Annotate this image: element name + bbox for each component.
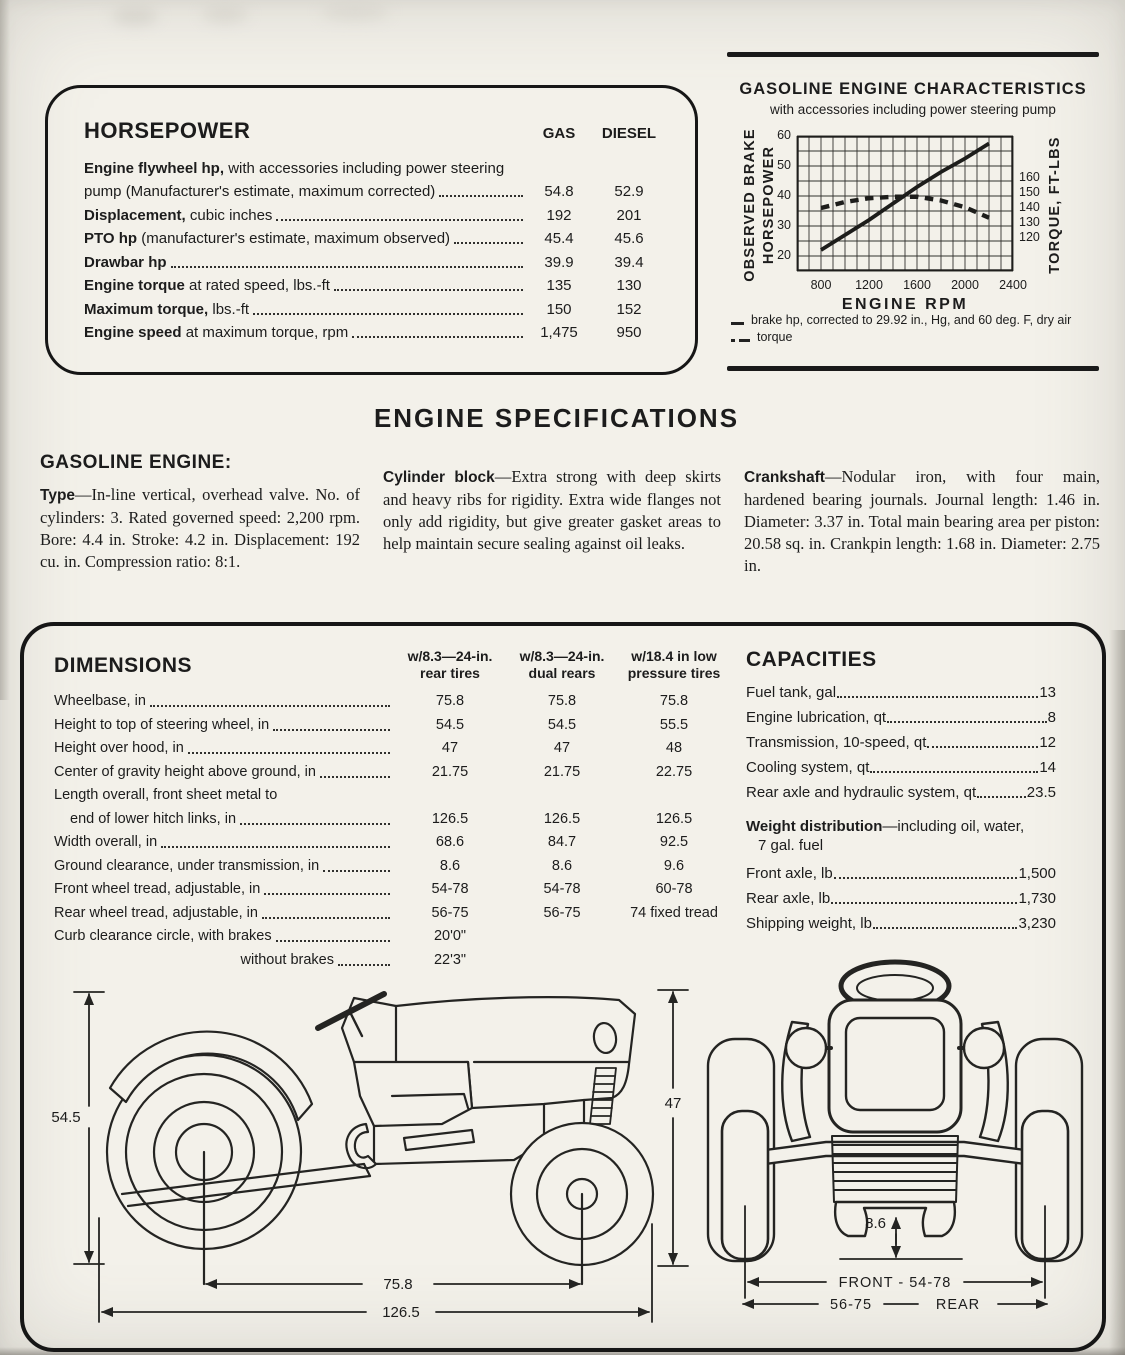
dotted-leader bbox=[264, 893, 390, 895]
top-rule bbox=[727, 52, 1099, 57]
row-label: Length overall, front sheet metal to bbox=[54, 787, 278, 803]
dotted-leader bbox=[253, 313, 523, 315]
list-item bbox=[746, 709, 1056, 726]
table-row bbox=[84, 230, 667, 247]
table-row bbox=[84, 277, 667, 294]
row-value: 23.5 bbox=[1026, 784, 1056, 801]
wheelbase-value: 75.8 bbox=[383, 1276, 413, 1293]
value-rear-tires: 126.5 bbox=[431, 810, 469, 827]
horsepower-table-header bbox=[84, 118, 667, 144]
x-axis-label: ENGINE RPM bbox=[841, 296, 969, 313]
table-row bbox=[54, 857, 730, 875]
dimensions-title: DIMENSIONS bbox=[54, 654, 193, 677]
axis-tick-label: 1200 bbox=[855, 278, 883, 292]
legend-entry bbox=[731, 329, 1071, 346]
row-value: 12 bbox=[1039, 734, 1056, 751]
dotted-leader bbox=[977, 796, 1026, 798]
row-value: 13 bbox=[1039, 684, 1056, 701]
type-text: —In-line vertical, overhead valve. No. of cylinders: 3. Rated governed speed: 2,200 rpm. Bore: 4.4 in. Stroke: 4.2 in. Displacement: 192 cu. in. Compression ratio: 8:1. bbox=[40, 485, 360, 571]
row-value: 3,230 bbox=[1018, 915, 1056, 932]
list-item bbox=[746, 865, 1056, 882]
cylinder-block-paragraph bbox=[383, 466, 721, 555]
rear-tread-label: REAR bbox=[935, 1297, 981, 1313]
dotted-leader bbox=[276, 940, 390, 942]
row-label-rest: (manufacturer's estimate, maximum observed) bbox=[137, 230, 451, 247]
type-paragraph bbox=[40, 484, 360, 573]
weight-distribution-lead: Weight distribution bbox=[746, 818, 883, 835]
row-label-bold: Engine torque bbox=[84, 277, 185, 294]
axis-tick-label: 150 bbox=[1019, 185, 1040, 199]
header-line2: pressure tires bbox=[627, 665, 721, 681]
header-line2: dual rears bbox=[528, 665, 596, 681]
list-item bbox=[746, 684, 1056, 701]
table-row bbox=[54, 810, 730, 828]
dim-front-tread bbox=[748, 1275, 1042, 1291]
value-rear-tires: 21.75 bbox=[431, 763, 469, 780]
dim-hood-height bbox=[658, 990, 688, 1266]
dotted-leader bbox=[834, 877, 1018, 879]
table-row bbox=[54, 833, 730, 851]
crankshaft-text: —Nodular iron, with four main, hardened bearing journals. Journal length: 1.46 in. Diameter: 3.37 in. Total main bearing area per piston: 20.58 sq. in. Crankpin length: 1.68 in. Diameter: 2.75 in. bbox=[744, 467, 1100, 575]
horsepower-title: HORSEPOWER bbox=[84, 118, 251, 143]
row-label-rest: with accessories including power steering bbox=[224, 160, 505, 177]
row-label: Rear axle and hydraulic system, qt bbox=[746, 784, 977, 801]
value-dual-rears: 126.5 bbox=[543, 810, 581, 827]
row-value: 8 bbox=[1047, 709, 1056, 726]
value-low-pressure: 126.5 bbox=[655, 810, 693, 827]
value-rear-tires: 54-78 bbox=[431, 881, 469, 897]
dotted-leader bbox=[240, 823, 390, 825]
axis-tick-label: 800 bbox=[810, 278, 832, 292]
engine-flywheel-row-line2 bbox=[84, 183, 667, 200]
dotted-leader bbox=[837, 696, 1038, 698]
capacities-section bbox=[746, 648, 1056, 940]
diesel-value: 39.4 bbox=[614, 253, 644, 271]
row-label: without brakes bbox=[240, 951, 334, 968]
row-label: pump (Manufacturer's estimate, maximum corrected) bbox=[84, 183, 436, 200]
horsepower-rows bbox=[84, 207, 667, 342]
tractor-side-view-drawing bbox=[44, 956, 704, 1334]
gas-value: 54.8 bbox=[544, 183, 574, 200]
row-label-rest: cubic inches bbox=[185, 206, 273, 224]
dotted-leader bbox=[161, 846, 390, 848]
overall-height-value: 54.5 bbox=[51, 1109, 81, 1126]
row-label-rest: lbs.-ft bbox=[208, 300, 250, 318]
grille bbox=[832, 1136, 958, 1202]
row-value: 1,500 bbox=[1018, 865, 1056, 882]
dimensions-capacities-box bbox=[20, 622, 1106, 1352]
left-axis-label-line1: OBSERVED BRAKE bbox=[742, 128, 758, 282]
left-axis-label-line2: HORSEPOWER bbox=[761, 145, 777, 265]
row-label-bold: Drawbar hp bbox=[84, 253, 167, 271]
value-dual-rears: 47 bbox=[553, 740, 571, 756]
value-rear-tires: 8.6 bbox=[439, 857, 461, 874]
dotted-leader bbox=[887, 721, 1047, 723]
row-label: Front wheel tread, adjustable, in bbox=[54, 881, 261, 897]
value-low-pressure: 9.6 bbox=[663, 857, 685, 874]
page-title: ENGINE SPECIFICATIONS bbox=[373, 403, 740, 433]
row-label: Rear axle, lb bbox=[746, 890, 831, 907]
engine-characteristics-chart bbox=[727, 40, 1099, 380]
row-label bbox=[84, 301, 249, 318]
axis-tick-label: 140 bbox=[1019, 200, 1040, 214]
front-wheel bbox=[511, 1123, 653, 1284]
row-label: Front axle, lb bbox=[746, 865, 833, 882]
table-row bbox=[54, 880, 730, 898]
right-axis-label: TORQUE, FT-LBS bbox=[1047, 136, 1063, 274]
dotted-leader bbox=[927, 746, 1038, 748]
gas-value: 39.9 bbox=[544, 253, 574, 271]
cylinder-block-text: —Extra strong with deep skirts and heavy ribs for rigidity. Extra wide flanges not only add rigidity, but give greater gasket areas to help maintain secure sealing against oil leaks. bbox=[383, 467, 722, 553]
rear-wheel bbox=[107, 1055, 301, 1284]
header-line1: w/18.4 in low bbox=[631, 648, 717, 664]
dotted-leader bbox=[870, 771, 1038, 773]
row-label-rest: at rated speed, lbs.-ft bbox=[184, 277, 330, 294]
row-value: 14 bbox=[1039, 759, 1056, 776]
value-low-pressure: 75.8 bbox=[659, 693, 689, 709]
dim-rear-tread bbox=[743, 1297, 1047, 1313]
axis-tick-label: 40 bbox=[777, 188, 791, 202]
row-label-bold: Engine speed bbox=[84, 324, 182, 341]
header-line2: rear tires bbox=[420, 665, 480, 681]
dotted-leader bbox=[323, 870, 390, 872]
list-item bbox=[746, 890, 1056, 907]
row-label: Height over hood, in bbox=[54, 740, 184, 756]
value-dual-rears: 8.6 bbox=[551, 857, 573, 874]
row-label bbox=[84, 207, 272, 224]
value-dual-rears: 54.5 bbox=[547, 716, 577, 733]
crankshaft-paragraph bbox=[744, 466, 1100, 577]
dotted-leader bbox=[262, 917, 390, 919]
table-row bbox=[54, 692, 730, 710]
table-row bbox=[54, 716, 730, 734]
scan-bleed-artifact bbox=[95, 0, 445, 40]
value-rear-tires: 56-75 bbox=[431, 904, 469, 921]
specs-column-cylinder-block bbox=[383, 452, 721, 577]
row-label: Engine lubrication, qt bbox=[746, 709, 887, 726]
row-label: Rear wheel tread, adjustable, in bbox=[54, 904, 258, 921]
row-label: Center of gravity height above ground, in bbox=[54, 763, 316, 780]
dotted-leader bbox=[150, 705, 390, 707]
capacities-title: CAPACITIES bbox=[746, 648, 877, 671]
axis-tick-label: 120 bbox=[1019, 230, 1040, 244]
row-label: end of lower hitch links, in bbox=[70, 810, 237, 827]
front-tread-value: FRONT - 54-78 bbox=[838, 1275, 952, 1291]
axis-tick-label: 30 bbox=[777, 218, 791, 232]
value-rear-tires: 22'3" bbox=[433, 951, 467, 968]
gas-value: 1,475 bbox=[540, 324, 578, 341]
dotted-leader bbox=[273, 729, 390, 731]
dotted-leader bbox=[873, 927, 1018, 929]
row-label bbox=[84, 254, 167, 271]
header-line1: w/8.3—24-in. bbox=[519, 648, 605, 664]
row-value: 1,730 bbox=[1018, 890, 1056, 907]
row-label: Width overall, in bbox=[54, 834, 158, 850]
axis-tick-label: 1600 bbox=[903, 278, 931, 292]
value-dual-rears: 56-75 bbox=[543, 904, 581, 921]
value-dual-rears: 54-78 bbox=[543, 881, 581, 897]
list-item bbox=[746, 915, 1056, 932]
diesel-value: 950 bbox=[616, 324, 642, 341]
chart-subtitle: with accessories including power steering pump bbox=[770, 102, 1056, 117]
value-rear-tires: 54.5 bbox=[435, 716, 465, 733]
gas-value: 45.4 bbox=[544, 230, 574, 247]
row-label-bold: Engine flywheel hp, bbox=[84, 160, 225, 177]
row-label: Height to top of steering wheel, in bbox=[54, 716, 270, 733]
tractor-front-view-drawing bbox=[706, 956, 1104, 1328]
axis-tick-label: 2000 bbox=[951, 278, 979, 292]
chart-plot-area bbox=[797, 136, 1013, 271]
weight-distribution-rest: —including oil, water, bbox=[882, 818, 1025, 835]
row-label: Curb clearance circle, with brakes bbox=[54, 928, 272, 944]
table-row bbox=[84, 254, 667, 271]
axis-tick-label: 160 bbox=[1019, 170, 1040, 184]
scan-edge-left bbox=[0, 0, 10, 700]
overall-length-value: 126.5 bbox=[382, 1304, 420, 1321]
hood-height-value: 47 bbox=[664, 1095, 682, 1112]
dim-overall-height bbox=[51, 992, 104, 1264]
value-dual-rears: 75.8 bbox=[547, 693, 577, 709]
table-row bbox=[54, 786, 730, 804]
dotted-leader bbox=[439, 195, 523, 197]
value-rear-tires: 68.6 bbox=[435, 834, 465, 850]
row-label-bold: PTO hp bbox=[84, 230, 138, 247]
dotted-leader bbox=[188, 752, 390, 754]
gas-value: 135 bbox=[546, 277, 572, 294]
row-label-bold: Displacement, bbox=[84, 206, 186, 224]
diesel-value: 52.9 bbox=[614, 183, 644, 200]
row-label: Cooling system, qt bbox=[746, 759, 870, 776]
value-dual-rears: 84.7 bbox=[547, 834, 577, 850]
gas-value: 192 bbox=[546, 206, 572, 224]
row-label: Ground clearance, under transmission, in bbox=[54, 857, 320, 874]
value-low-pressure: 55.5 bbox=[659, 716, 689, 733]
diesel-value: 45.6 bbox=[614, 230, 644, 247]
row-label bbox=[84, 277, 330, 294]
specs-column-gasoline bbox=[40, 452, 360, 577]
legend-line-marker bbox=[731, 339, 750, 342]
dotted-leader bbox=[352, 336, 523, 338]
dimensions-rows bbox=[54, 692, 730, 969]
rear-tread-value: 56-75 bbox=[829, 1297, 873, 1313]
dimensions-header bbox=[54, 648, 730, 682]
dotted-leader bbox=[276, 219, 523, 221]
axis-tick-label: 60 bbox=[777, 128, 791, 142]
table-row bbox=[54, 927, 730, 945]
table-row bbox=[84, 301, 667, 318]
value-rear-tires: 75.8 bbox=[435, 693, 465, 709]
engine-flywheel-row-line1 bbox=[84, 160, 667, 177]
ground-clearance-value: 8.6 bbox=[865, 1215, 886, 1232]
crankshaft-lead: Crankshaft bbox=[744, 469, 825, 486]
diesel-value: 152 bbox=[616, 300, 642, 318]
row-label: Wheelbase, in bbox=[54, 693, 146, 709]
capacities-rows bbox=[746, 684, 1056, 801]
weight-rows bbox=[746, 865, 1056, 932]
table-row bbox=[54, 739, 730, 757]
diesel-column-header: DIESEL bbox=[601, 125, 657, 142]
dotted-leader bbox=[454, 242, 523, 244]
table-row bbox=[84, 324, 667, 341]
list-item bbox=[746, 759, 1056, 776]
dotted-leader bbox=[334, 289, 523, 291]
diesel-value: 201 bbox=[616, 206, 642, 224]
bottom-pan bbox=[835, 1202, 955, 1236]
row-label-rest: at maximum torque, rpm bbox=[181, 324, 349, 341]
axis-tick-label: 20 bbox=[777, 248, 791, 262]
list-item bbox=[746, 734, 1056, 751]
row-label-bold: Maximum torque, bbox=[84, 300, 209, 318]
table-row bbox=[54, 904, 730, 922]
radiator-shell bbox=[829, 1000, 961, 1132]
axis-tick-label: 130 bbox=[1019, 215, 1040, 229]
legend-entry bbox=[731, 312, 1071, 329]
cylinder-block-lead: Cylinder block bbox=[383, 469, 495, 486]
engine-specs-columns bbox=[40, 452, 1100, 577]
value-rear-tires: 47 bbox=[441, 740, 459, 756]
dotted-leader bbox=[320, 776, 390, 778]
table-row bbox=[54, 763, 730, 781]
scan-edge-right bbox=[1109, 630, 1125, 1355]
weight-distribution-heading bbox=[746, 817, 1056, 836]
value-dual-rears: 21.75 bbox=[543, 763, 581, 780]
value-low-pressure: 92.5 bbox=[659, 834, 689, 850]
row-label: Shipping weight, lb bbox=[746, 915, 872, 932]
legend-label: brake hp, corrected to 29.92 in., Hg, and 60 deg. F, dry air bbox=[751, 313, 1072, 327]
chart-legend bbox=[731, 312, 1071, 346]
value-rear-tires: 20'0" bbox=[433, 928, 467, 944]
row-label bbox=[84, 324, 348, 341]
dim-wheelbase bbox=[206, 1276, 580, 1293]
gas-column-header: GAS bbox=[542, 125, 576, 142]
left-axis-label bbox=[741, 119, 779, 291]
row-label: Transmission, 10-speed, qt bbox=[746, 734, 927, 751]
legend-line-marker bbox=[731, 322, 744, 325]
chart-grid-svg bbox=[797, 136, 1013, 271]
chart-title: GASOLINE ENGINE CHARACTERISTICS bbox=[739, 80, 1087, 98]
row-label bbox=[84, 230, 450, 247]
value-low-pressure: 74 fixed tread bbox=[630, 904, 718, 921]
horsepower-table-box bbox=[45, 85, 698, 375]
value-low-pressure: 60-78 bbox=[655, 881, 693, 897]
diesel-value: 130 bbox=[616, 277, 642, 294]
gas-value: 150 bbox=[546, 300, 572, 318]
column-header-low-pressure bbox=[618, 648, 730, 682]
gasoline-engine-heading: GASOLINE ENGINE: bbox=[40, 452, 232, 473]
value-low-pressure: 22.75 bbox=[655, 763, 693, 780]
specs-column-crankshaft bbox=[744, 452, 1100, 577]
weight-distribution-line2: 7 gal. fuel bbox=[758, 837, 824, 854]
axis-tick-label: 2400 bbox=[999, 278, 1027, 292]
type-lead: Type bbox=[40, 487, 76, 504]
bottom-rule bbox=[727, 366, 1099, 371]
column-header-dual-rears bbox=[506, 648, 618, 682]
dimensions-table bbox=[54, 648, 730, 974]
hitch-hook bbox=[346, 1124, 376, 1168]
legend-label: torque bbox=[757, 330, 793, 344]
value-low-pressure: 48 bbox=[665, 740, 683, 756]
axis-tick-label: 50 bbox=[777, 158, 791, 172]
dotted-leader bbox=[171, 266, 523, 268]
header-line1: w/8.3—24-in. bbox=[407, 648, 493, 664]
table-row bbox=[84, 207, 667, 224]
list-item bbox=[746, 784, 1056, 801]
row-label: Fuel tank, gal bbox=[746, 684, 837, 701]
column-header-rear-tires bbox=[394, 648, 506, 682]
dotted-leader bbox=[831, 902, 1017, 904]
